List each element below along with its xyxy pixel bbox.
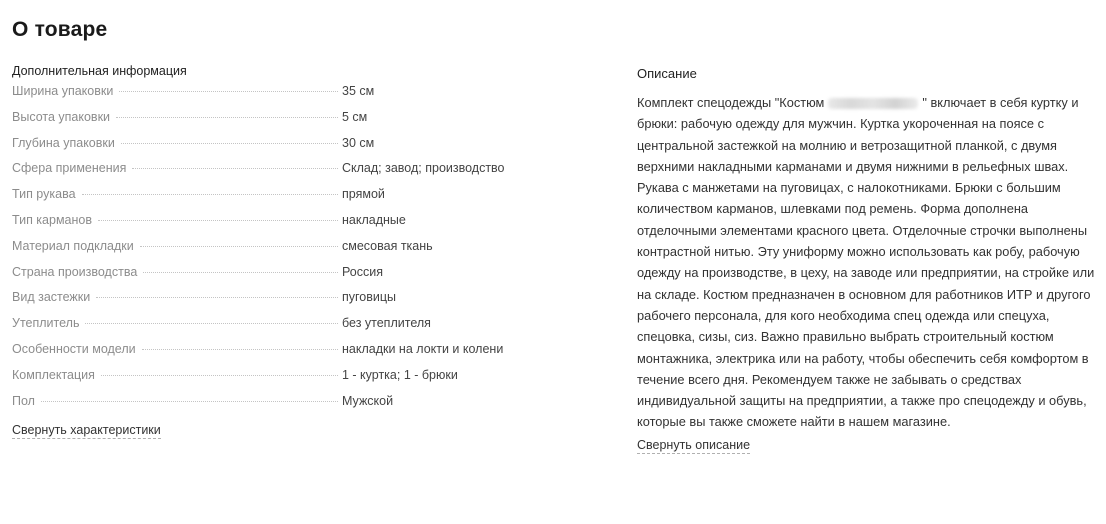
- specs-section: [12, 64, 542, 439]
- spec-leader-dots: [101, 374, 338, 376]
- spec-row: [12, 136, 542, 162]
- spec-name: [12, 265, 342, 279]
- collapse-specs-link[interactable]: Свернуть характеристики: [12, 423, 161, 438]
- spec-value: прямой: [342, 187, 385, 202]
- spec-name: [12, 84, 342, 98]
- spec-label: Сфера применения: [12, 161, 127, 176]
- spec-value: накладные: [342, 212, 406, 227]
- spec-leader-dots: [140, 245, 338, 247]
- description-title: Описание: [637, 66, 697, 81]
- spec-name: [12, 368, 342, 382]
- spec-row: [12, 161, 542, 187]
- spec-value: накладки на локти и колени: [342, 341, 504, 356]
- spec-leader-dots: [143, 271, 338, 273]
- spec-row: [12, 213, 542, 239]
- spec-leader-dots: [121, 142, 338, 144]
- spec-leader-dots: [142, 348, 338, 350]
- spec-name: [12, 342, 342, 356]
- blurred-product-name: [828, 98, 918, 109]
- spec-label: Высота упаковки: [12, 109, 111, 124]
- spec-name: [12, 316, 342, 330]
- spec-label: Глубина упаковки: [12, 135, 115, 150]
- spec-name: [12, 187, 342, 201]
- spec-label: Комплектация: [12, 367, 95, 382]
- spec-value: 35 см: [342, 84, 375, 98]
- specs-section-title: Дополнительная информация: [12, 64, 187, 78]
- spec-row: [12, 316, 542, 342]
- spec-label: Страна производства: [12, 264, 138, 279]
- spec-label: Тип карманов: [12, 212, 92, 227]
- spec-name: [12, 239, 342, 253]
- spec-value: без утеплителя: [342, 316, 431, 331]
- description-section: [637, 66, 1099, 454]
- spec-name: [12, 213, 342, 227]
- spec-value: 5 см: [342, 109, 368, 124]
- spec-leader-dots: [98, 219, 338, 221]
- spec-value: Мужской: [342, 393, 394, 408]
- description-text: [637, 92, 1099, 433]
- spec-row: [12, 265, 542, 291]
- spec-leader-dots: [132, 167, 338, 169]
- spec-name: [12, 136, 342, 150]
- spec-label: Особенности модели: [12, 341, 136, 356]
- spec-leader-dots: [116, 116, 338, 118]
- spec-name: [12, 290, 342, 304]
- spec-row: [12, 187, 542, 213]
- spec-row: [12, 239, 542, 265]
- spec-label: Утеплитель: [12, 316, 80, 331]
- spec-value: Россия: [342, 264, 383, 279]
- spec-row: [12, 290, 542, 316]
- spec-leader-dots: [96, 296, 338, 298]
- spec-row: [12, 110, 542, 136]
- description-text-rest: " включает в себя куртку и брюки: рабочую одежду для мужчин. Куртка укороченная на поясе с центральной застежкой на молнию и ветрозащитной планкой, с двумя верхними накладными карманами и двумя нижними в рельефных швах. Рукава с манжетами на пуговицах, с налокотниками. Брюки с большим количеством карманов, шлевками под ремень. Форма дополнена отделочными элементами красного цвета. Отделочные строчки выполнены контрастной нитью. Эту униформу можно использовать как робу, рабочую одежду на производстве, в цеху, на заводе или предприятии, на стройке или на складе. Костюм предназначен в основном для работников ИТР и другого рабочего персонала, для кого необходима спец одежда или спецуха, спецовка, сизы, сиз. Важно правильно выбрать строительный костюм монтажника, электрика или на работу, чтобы обеспечить себя комфортом в течение всего дня. Рекомендуем также не забывать о средствах индивидуальной защиты на предприятии, а также про спецодежду и обувь, которые вы также сможете найти в нашем магазине.: [637, 95, 1095, 430]
- description-text-start: Комплект спецодежды "Костюм: [637, 95, 825, 110]
- spec-label: Тип рукава: [12, 187, 76, 202]
- spec-leader-dots: [41, 400, 338, 402]
- spec-name: [12, 394, 342, 408]
- collapse-description-link[interactable]: Свернуть описание: [637, 437, 751, 452]
- spec-value: смесовая ткань: [342, 238, 433, 253]
- spec-label: Пол: [12, 393, 35, 408]
- spec-label: Материал подкладки: [12, 238, 134, 253]
- spec-row: [12, 342, 542, 368]
- spec-row: [12, 84, 542, 110]
- spec-name: [12, 110, 342, 124]
- spec-list: [12, 84, 542, 419]
- spec-row: [12, 394, 542, 420]
- spec-value: 1 - куртка; 1 - брюки: [342, 367, 458, 382]
- spec-name: [12, 161, 342, 175]
- spec-label: Ширина упаковки: [12, 84, 114, 98]
- spec-value: пуговицы: [342, 290, 397, 305]
- spec-value: Склад; завод; производство: [342, 161, 505, 176]
- spec-label: Вид застежки: [12, 290, 91, 305]
- page-title: О товаре: [12, 18, 108, 41]
- spec-leader-dots: [119, 90, 338, 92]
- spec-value: 30 см: [342, 135, 375, 150]
- spec-leader-dots: [82, 193, 338, 195]
- spec-row: [12, 368, 542, 394]
- spec-leader-dots: [85, 322, 338, 324]
